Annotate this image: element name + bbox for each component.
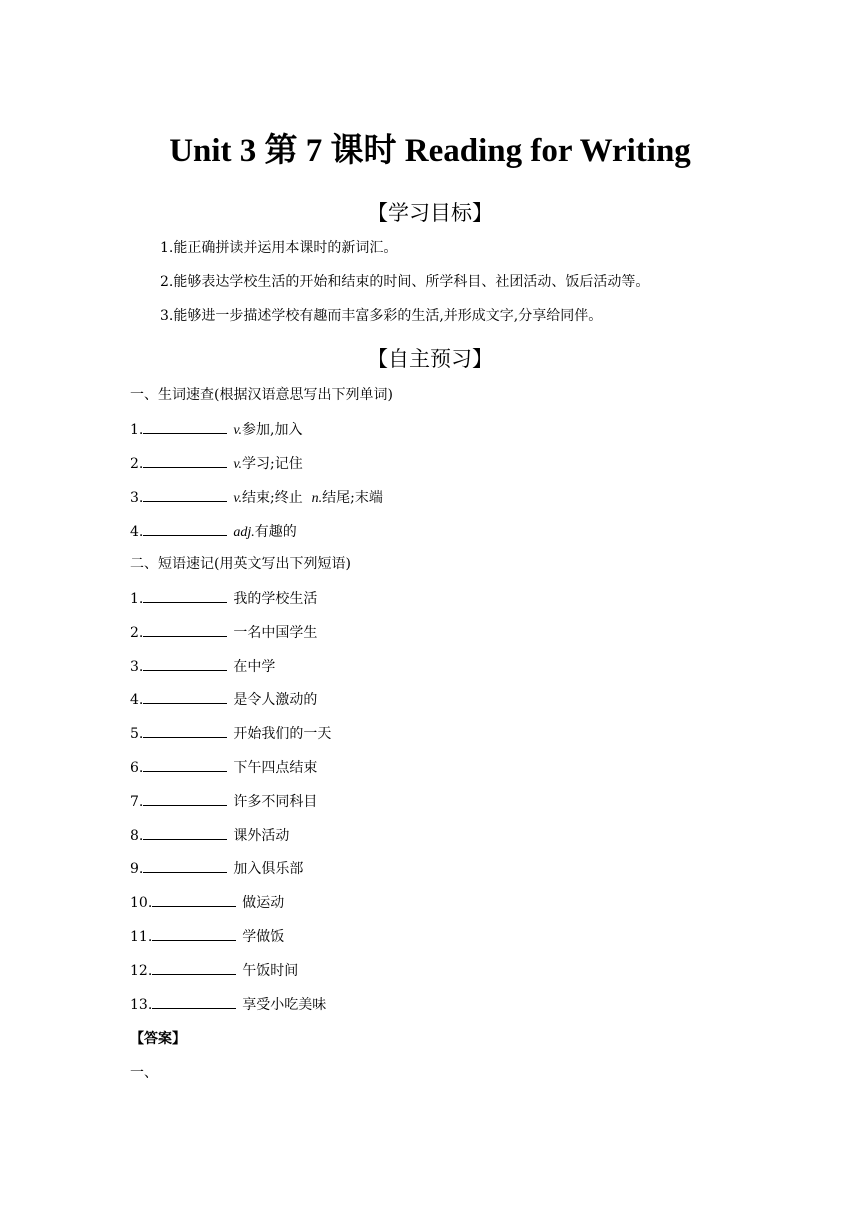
item-number: 1. bbox=[130, 591, 144, 607]
goal-item: 3.能够进一步描述学校有趣而丰富多彩的生活,并形成文字,分享给同伴。 bbox=[160, 308, 603, 324]
phrase-meaning: 课外活动 bbox=[233, 827, 290, 844]
part-of-speech: v. bbox=[233, 491, 243, 506]
part1-heading: 一、生词速查(根据汉语意思写出下列单词) bbox=[130, 387, 393, 403]
phrase-item bbox=[130, 723, 331, 744]
item-number: 11. bbox=[130, 929, 153, 945]
definition: 结尾;末端 bbox=[322, 490, 383, 506]
definition: 有趣的 bbox=[254, 524, 297, 540]
item-number: 3. bbox=[130, 658, 144, 675]
phrase-item bbox=[130, 689, 317, 710]
item-number: 13. bbox=[130, 996, 153, 1013]
answer-blank[interactable] bbox=[143, 453, 227, 468]
answer-blank[interactable] bbox=[143, 858, 227, 873]
answer-blank[interactable] bbox=[143, 791, 227, 806]
phrase-item bbox=[130, 994, 326, 1015]
goal-item: 1.能正确拼读并运用本课时的新词汇。 bbox=[160, 240, 398, 256]
item-number: 2. bbox=[130, 456, 144, 472]
phrase-meaning: 是令人激动的 bbox=[233, 692, 318, 709]
answer-blank[interactable] bbox=[143, 689, 227, 704]
phrase-meaning: 学做饭 bbox=[242, 929, 285, 945]
phrase-meaning: 加入俱乐部 bbox=[233, 861, 304, 878]
goal-item: 2.能够表达学校生活的开始和结束的时间、所学科目、社团活动、饭后活动等。 bbox=[160, 274, 650, 290]
phrase-item bbox=[130, 791, 317, 812]
preview-heading: 【自主预习】 bbox=[367, 347, 493, 371]
phrase-meaning: 下午四点结束 bbox=[233, 760, 318, 776]
answer-blank[interactable] bbox=[143, 723, 227, 738]
answer-blank[interactable] bbox=[143, 757, 227, 772]
phrase-meaning: 做运动 bbox=[242, 895, 285, 912]
item-number: 10. bbox=[130, 895, 153, 912]
answer-blank[interactable] bbox=[152, 994, 236, 1009]
phrase-meaning: 在中学 bbox=[233, 658, 276, 675]
vocab-item bbox=[130, 521, 297, 543]
vocab-item bbox=[130, 453, 303, 475]
phrase-item bbox=[130, 926, 284, 947]
item-number: 12. bbox=[130, 962, 153, 979]
answer-blank[interactable] bbox=[143, 487, 227, 502]
definition: 结束;终止 bbox=[242, 490, 312, 506]
phrase-item bbox=[130, 757, 317, 778]
answer-blank[interactable] bbox=[152, 926, 236, 941]
phrase-meaning: 享受小吃美味 bbox=[242, 996, 327, 1013]
answer-heading: 【答案】 bbox=[130, 1031, 186, 1047]
page-title: Unit 3 第 7 课时 Reading for Writing bbox=[169, 133, 691, 169]
item-number: 1. bbox=[130, 422, 144, 438]
definition: 学习;记住 bbox=[242, 456, 303, 472]
definition: 参加,加入 bbox=[242, 422, 303, 438]
item-number: 7. bbox=[130, 793, 144, 810]
item-number: 4. bbox=[130, 692, 144, 709]
phrase-item bbox=[130, 858, 303, 879]
phrase-item bbox=[130, 960, 298, 981]
answer-blank[interactable] bbox=[143, 588, 227, 603]
vocab-item bbox=[130, 487, 383, 509]
vocab-item bbox=[130, 419, 303, 441]
part-of-speech: v. bbox=[233, 457, 243, 472]
phrase-item bbox=[130, 892, 284, 913]
phrase-meaning: 我的学校生活 bbox=[233, 591, 318, 607]
phrase-item bbox=[130, 588, 317, 609]
answer-blank[interactable] bbox=[143, 825, 227, 840]
answer-blank[interactable] bbox=[152, 960, 236, 975]
part-of-speech: n. bbox=[311, 491, 323, 506]
item-number: 9. bbox=[130, 861, 144, 878]
answer-part1: 一、 bbox=[130, 1065, 158, 1081]
item-number: 6. bbox=[130, 760, 144, 776]
answer-blank[interactable] bbox=[152, 892, 236, 907]
answer-blank[interactable] bbox=[143, 521, 227, 536]
item-number: 8. bbox=[130, 827, 144, 844]
part-of-speech: adj. bbox=[233, 525, 255, 540]
item-number: 4. bbox=[130, 524, 144, 540]
answer-blank[interactable] bbox=[143, 419, 227, 434]
phrase-meaning: 一名中国学生 bbox=[233, 624, 318, 641]
phrase-meaning: 开始我们的一天 bbox=[233, 726, 332, 743]
answer-blank[interactable] bbox=[143, 622, 227, 637]
item-number: 3. bbox=[130, 490, 144, 506]
answer-blank[interactable] bbox=[143, 656, 227, 671]
phrase-item bbox=[130, 825, 289, 846]
goals-heading: 【学习目标】 bbox=[367, 201, 493, 225]
item-number: 2. bbox=[130, 624, 144, 641]
part2-heading: 二、短语速记(用英文写出下列短语) bbox=[130, 556, 351, 572]
phrase-item bbox=[130, 622, 317, 643]
phrase-item bbox=[130, 656, 275, 677]
phrase-meaning: 许多不同科目 bbox=[233, 793, 318, 810]
phrase-meaning: 午饭时间 bbox=[242, 962, 299, 979]
part-of-speech: v. bbox=[233, 423, 243, 438]
item-number: 5. bbox=[130, 726, 144, 743]
